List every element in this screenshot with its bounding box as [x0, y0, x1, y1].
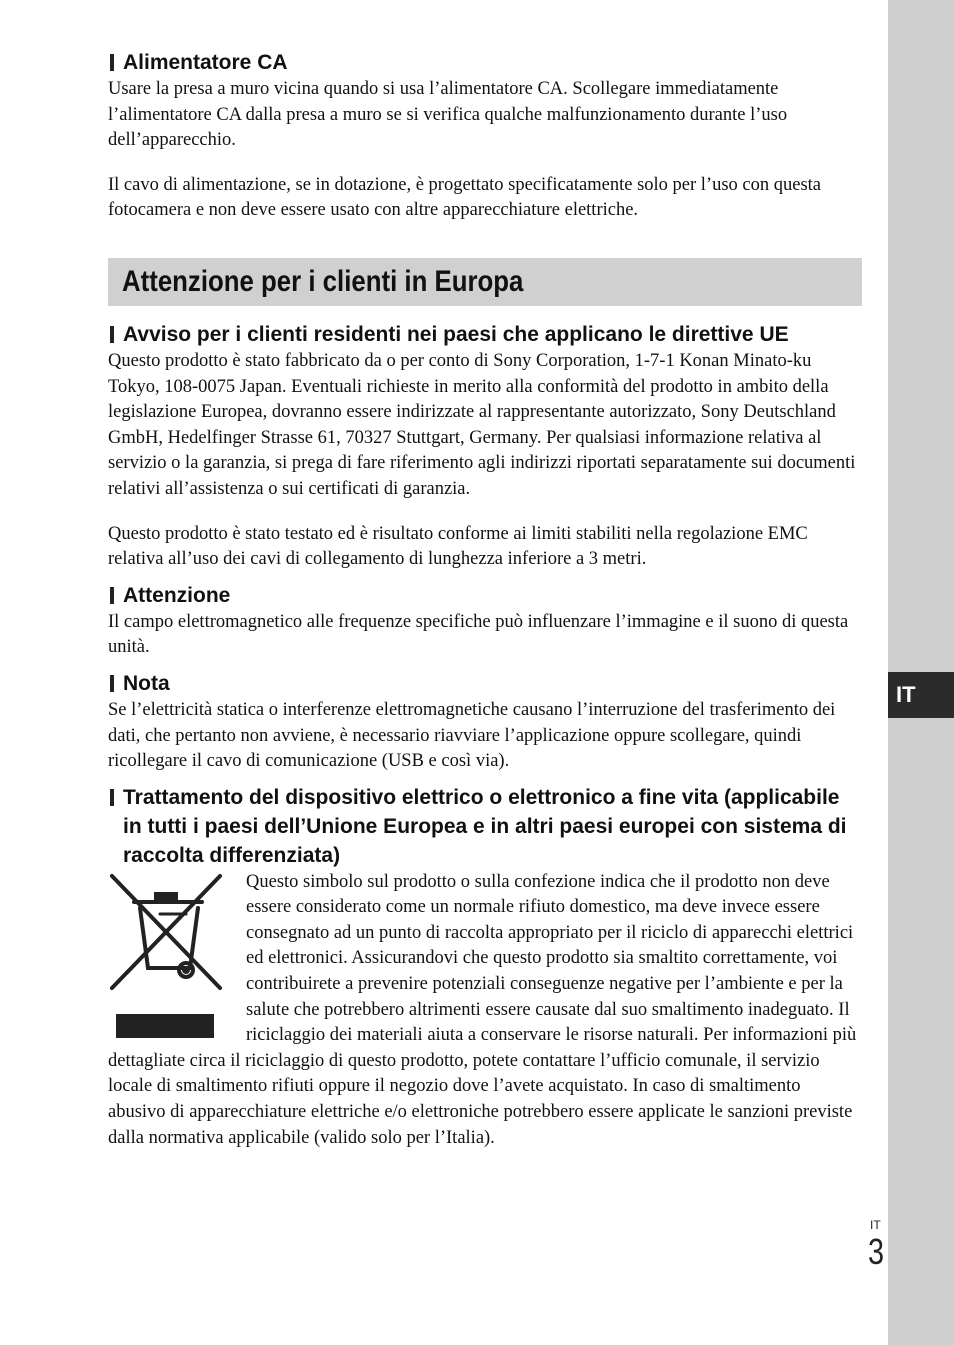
heading-attenzione-text: Attenzione [123, 583, 231, 607]
paragraph-nota: Se l’elettricità statica o interferenze elettromagnetiche causano l’interruzione del trasferimento dei dati, che pertanto non avviene, è necessario riavviare l’applicazione oppure scollegare, quindi ricollegare il cavo di comunicazione (USB e così via). [108, 699, 836, 772]
language-tab: IT [888, 672, 954, 718]
heading-alimentatore-text: Alimentatore CA [123, 51, 288, 74]
heading-avviso-text: Avviso per i clienti residenti nei paesi che applicano le direttive UE [123, 322, 789, 346]
crossed-out-bin-icon [108, 870, 226, 1042]
paragraph-avviso-1: Questo prodotto è stato fabbricato da o per conto di Sony Corporation, 1-7-1 Konan Minato-ku Tokyo, 108-0075 Japan. Eventuali richieste in merito alla conformità del prodotto in ambito della legislazione Europea, dovranno essere indirizzate al rappresentante autorizzato, Sony Deutschland GmbH, Hedelfinger Strasse 61, 70327 Stuttgart, Germany. Per qualsiasi informazione relativa al servizio o la garanzia, si prega di fare riferimento agli indirizzi riportati separatamente sui documenti relativi all’assistenza o sui certificati di garanzia. [108, 350, 856, 499]
section-title-europa-text: Attenzione per i clienti in Europa [122, 264, 524, 298]
heading-bar-icon [110, 587, 114, 604]
heading-nota [108, 669, 862, 698]
heading-avviso [108, 320, 862, 349]
paragraph-attenzione: Il campo elettromagnetico alle frequenze specifiche può influenzare l’immagine e il suono di questa unità. [108, 611, 849, 658]
heading-alimentatore [108, 48, 862, 77]
heading-bar-icon [110, 54, 114, 71]
paragraph-alimentatore-2: Il cavo di alimentazione, se in dotazione, è progettato specificatamente solo per l’uso con questa fotocamera e non deve essere usato con altre apparecchiature elettriche. [108, 174, 822, 221]
heading-bar-icon [110, 326, 114, 343]
page-number: 3 [868, 1231, 885, 1272]
section-title-europa [108, 258, 862, 306]
page-content [108, 48, 862, 1151]
heading-nota-text: Nota [123, 671, 170, 695]
heading-bar-icon [110, 789, 114, 806]
paragraph-avviso-2: Questo prodotto è stato testato ed è risultato conforme ai limiti stabiliti nella regolazione EMC relativa all’uso dei cavi di collegamento di lunghezza inferiore a 3 metri. [108, 523, 808, 570]
heading-trattamento [108, 783, 862, 870]
paragraph-trattamento: Questo simbolo sul prodotto o sulla confezione indica che il prodotto non deve essere considerato come un normale rifiuto domestico, ma deve invece essere consegnato ad un punto di raccolta appropriato per il riciclo di apparecchi elettrici ed elettronici. Assicurandovi che questo prodotto sia smaltito correttamente, voi contribuirete a prevenire potenziali conseguenze negative per l’ambiente e per la salute che potrebbero altrimenti essere causate dal suo smaltimento inadeguato. Il riciclaggio dei materiali aiuta a conservare le risorse naturali. Per informazioni più dettagliate circa il riciclaggio di questo prodotto, potete contattare l’ufficio comunale, il servizio locale di smaltimento rifiuti oppure il negozio dove l’avete acquistato. In caso di smaltimento abusivo di apparecchiature elettriche e/o elettroniche potrebbero essere applicate le sanzioni previste dalla normativa applicabile (valido solo per l’Italia). [108, 871, 857, 1148]
heading-bar-icon [110, 675, 114, 692]
heading-trattamento-text: Trattamento del dispositivo elettrico o elettronico a fine vita (applicabile in tutti i paesi dell’Unione Europea e in altri paesi europei con sistema di raccolta differenziata) [123, 785, 847, 867]
weee-section [108, 870, 862, 1152]
footer-language: IT [870, 1218, 881, 1232]
paragraph-alimentatore-1: Usare la presa a muro vicina quando si usa l’alimentatore CA. Scollegare immediatamente l’alimentatore CA dalla presa a muro se si verifica qualche malfunzionamento durante l’uso dell’apparecchio. [108, 79, 788, 151]
heading-attenzione [108, 581, 862, 610]
